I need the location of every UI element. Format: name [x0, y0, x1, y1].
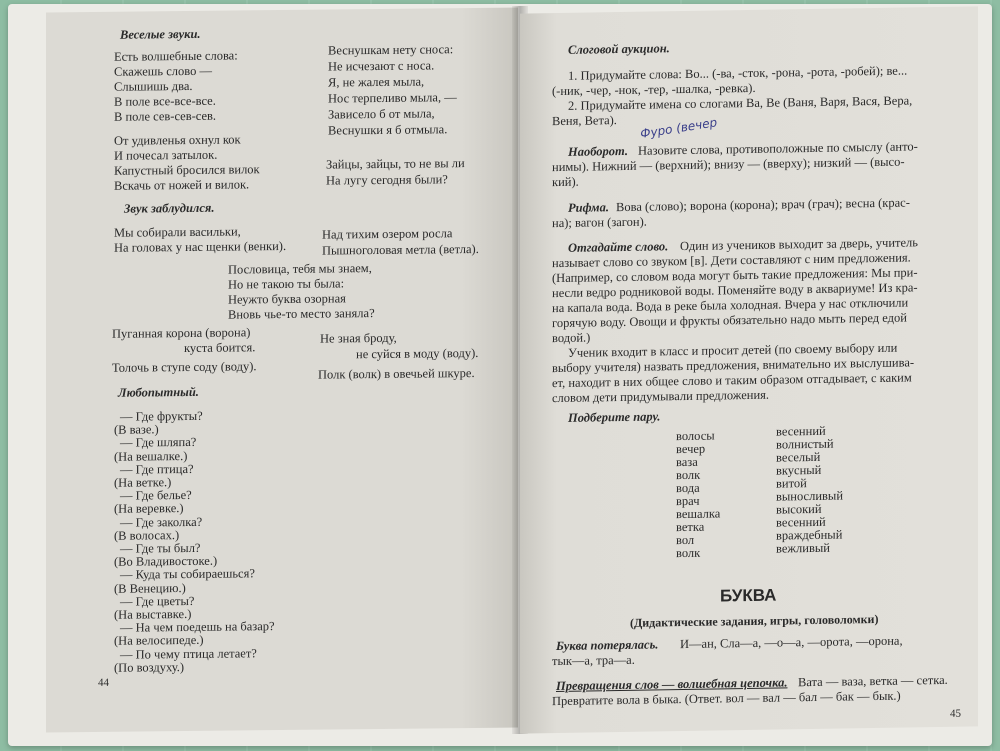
- dialog-question: — Куда ты собираешься?: [120, 566, 255, 583]
- poem-line: Слышишь два.: [114, 78, 193, 94]
- text-line: Превратите вола в быка. (Ответ. вол — вал — бал — бак — бык.): [552, 688, 901, 709]
- poem-line: Мы собирали васильки,: [114, 224, 241, 240]
- section-subtitle: (Дидактические задания, игры, головоломки): [630, 611, 879, 630]
- poem-line: На лугу сегодня были?: [326, 172, 448, 188]
- text-line: кий).: [552, 174, 579, 190]
- text-line: несли ведро родниковой воды. Поменяйте воду в аквариуме! Из кра-: [552, 280, 918, 301]
- pair-right-word: выносливый: [776, 488, 844, 504]
- poem-line: И почесал затылок.: [114, 147, 218, 163]
- dialog-answer: (На ветке.): [114, 475, 172, 490]
- pair-left-word: ветка: [676, 519, 705, 535]
- dialog-question: — Где цветы?: [120, 593, 195, 609]
- dialog-question: — Где шляпа?: [120, 435, 197, 451]
- dialog-answer: (В волосах.): [114, 527, 180, 543]
- text-line: нимы). Нижний — (верхний); внизу — (вверху); низкий — (высо-: [552, 154, 905, 175]
- heading-slogovoi-auktsion: Слоговой аукцион.: [568, 41, 670, 57]
- pair-left-word: вол: [676, 532, 695, 548]
- pair-right-word: весенний: [776, 514, 826, 530]
- poem-line: В поле сев-сев-сев.: [114, 108, 217, 124]
- proverb-line: Не зная броду,: [320, 330, 397, 346]
- heading-prevrashcheniya: Превращения слов — волшебная цепочка.: [556, 675, 788, 694]
- poem-line: Вскачь от ножей и вилок.: [114, 177, 250, 193]
- text-line: называет слово со звуком [в]. Дети составляют с ним предложения.: [552, 250, 911, 271]
- pair-left-word: волк: [676, 545, 701, 561]
- dialog-answer: (На выставке.): [114, 606, 192, 622]
- pair-left-word: врач: [676, 493, 700, 509]
- dialog-question: — Где фрукты?: [120, 408, 203, 424]
- poem-line: На головах у нас щенки (венки).: [114, 238, 287, 255]
- handwritten-note: Фуро (вечер: [639, 115, 718, 142]
- pair-left-word: волосы: [676, 428, 715, 444]
- text-line: Ученик входит в класс и просит детей (по своему выбору или: [568, 340, 898, 360]
- dialog-question: — Где заколка?: [120, 514, 203, 530]
- text-line: 1. Придумайте слова: Во... (-ва, -сток, -рона, -рота, -робей); ве...: [568, 63, 908, 83]
- poem-line: Зависело б от мыла,: [328, 106, 435, 122]
- heading-zvuk-zabludilsya: Звук заблудился.: [124, 200, 215, 216]
- pair-left-word: вешалка: [676, 506, 721, 522]
- section-title: БУКВА: [720, 585, 777, 606]
- text-line: горячую воду. Овощи и фрукты обязательно надо мыть перед едой: [552, 310, 907, 331]
- pair-right-word: вкусный: [776, 462, 822, 478]
- heading-rifma: Рифма.: [568, 200, 609, 215]
- poem-line: Скажешь слово —: [114, 63, 212, 79]
- dialog-answer: (На велосипеде.): [114, 633, 204, 649]
- text-line: Вова (слово); ворона (корона); врач (грач); весна (крас-: [616, 195, 910, 215]
- text-line: выбору учителя) назвать предложения, внимательно их выслушива-: [552, 355, 915, 376]
- poem-line: Есть волшебные слова:: [114, 48, 238, 64]
- text-line: Веня, Вета).: [552, 113, 617, 129]
- pair-right-word: вежливый: [776, 540, 830, 556]
- text-line: на); вагон (загон).: [552, 214, 647, 231]
- proverb-line: Пуганная корона (ворона): [112, 325, 251, 341]
- text-line: Один из учеников выходит за дверь, учитель: [680, 235, 918, 254]
- text-line: И—ан, Сла—а, —о—а, —орота, —орона,: [680, 633, 903, 652]
- text-line: 2. Придумайте имена со слогами Ва, Ве (Ваня, Варя, Вася, Вера,: [568, 93, 913, 113]
- page-number-left: 44: [98, 676, 109, 689]
- dialog-answer: (По воздуху.): [114, 659, 185, 675]
- heading-bukva-poteryalas: Буква потерялась.: [556, 637, 659, 654]
- heading-otgadaite-slovo: Отгадайте слово.: [568, 239, 669, 255]
- poem-line: Но не такою ты была:: [228, 276, 345, 292]
- poem-line: Вновь чье-то место заняла?: [228, 306, 375, 322]
- dialog-question: — Где белье?: [120, 488, 192, 503]
- dialog-answer: (В вазе.): [114, 422, 159, 437]
- dialog-answer: (На вешалке.): [114, 448, 188, 464]
- dialog-question: — По чему птица летает?: [120, 645, 257, 662]
- poem-line: От удивленья охнул кок: [114, 132, 241, 148]
- dialog-answer: (В Венецию.): [114, 580, 186, 596]
- text-line: Назовите слова, противоположные по смыслу (анто-: [638, 139, 918, 158]
- text-line: водой.): [552, 330, 591, 346]
- poem-line: В поле все-все-все.: [114, 93, 216, 109]
- left-page: [46, 8, 518, 733]
- pair-right-word: витой: [776, 476, 807, 491]
- text-line: на капала вода. Вода в реке была холодная. Вчера у нас отключили: [552, 295, 909, 316]
- proverb-line: Толочь в ступе соду (воду).: [112, 359, 257, 375]
- text-line: ет, находит в них общее слово и таким образом отгадывает, с каким: [552, 370, 912, 391]
- pair-left-word: вечер: [676, 441, 706, 457]
- right-page: [520, 6, 978, 733]
- heading-podberite-paru: Подберите пару.: [568, 409, 661, 425]
- poem-line: Не исчезают с носа.: [328, 58, 435, 74]
- text-line: (Например, со словом вода могут быть такие предложения: Мы при-: [552, 265, 918, 286]
- pair-right-word: веселый: [776, 449, 821, 465]
- text-line: тык—а, тра—а.: [552, 652, 635, 669]
- poem-line: Над тихим озером росла: [322, 226, 453, 242]
- poem-line: Нос терпеливо мыла, —: [328, 90, 457, 106]
- poem-line: Я, не жалея мыла,: [328, 74, 425, 90]
- pair-left-word: вода: [676, 480, 700, 496]
- dialog-question: — На чем поедешь на базар?: [120, 619, 275, 635]
- pair-right-word: высокий: [776, 501, 822, 517]
- pair-left-word: ваза: [676, 454, 698, 470]
- heading-lyubopytnyi: Любопытный.: [118, 384, 199, 400]
- proverb-line: Полк (волк) в овечьей шкуре.: [318, 365, 475, 382]
- text-line: Вата — ваза, ветка — сетка.: [798, 672, 948, 690]
- poem-line: Капустный бросился вилок: [114, 162, 260, 178]
- pair-right-word: волнистый: [776, 436, 834, 452]
- poem-line: Веснушкам нету сноса:: [328, 42, 454, 58]
- dialog-question: — Где птица?: [120, 461, 194, 477]
- pair-right-word: весенний: [776, 423, 826, 439]
- proverb-line: не суйся в моду (воду).: [356, 345, 479, 362]
- dialog-question: — Где ты был?: [120, 540, 201, 556]
- heading-naoborot: Наоборот.: [568, 143, 629, 159]
- poem-line: Неужто буква озорная: [228, 291, 346, 307]
- pair-right-word: враждебный: [776, 527, 843, 543]
- heading-vesyolye-zvuki: Веселые звуки.: [120, 26, 201, 42]
- poem-line: Зайцы, зайцы, то не вы ли: [326, 156, 465, 172]
- poem-line: Веснушки я б отмыла.: [328, 122, 448, 138]
- poem-line: Пословица, тебя мы знаем,: [228, 261, 372, 277]
- poem-line: Пышноголовая метла (ветла).: [322, 241, 479, 258]
- pair-left-word: волк: [676, 467, 701, 483]
- text-line: (-ник, -чер, -нок, -тер, -шалка, -ревка).: [552, 80, 756, 99]
- proverb-line: куста боится.: [184, 340, 256, 356]
- text-line: словом дети придумывали предложения.: [552, 387, 770, 406]
- dialog-answer: (На веревке.): [114, 501, 184, 517]
- dialog-answer: (Во Владивостоке.): [114, 553, 218, 569]
- page-number-right: 45: [950, 707, 961, 720]
